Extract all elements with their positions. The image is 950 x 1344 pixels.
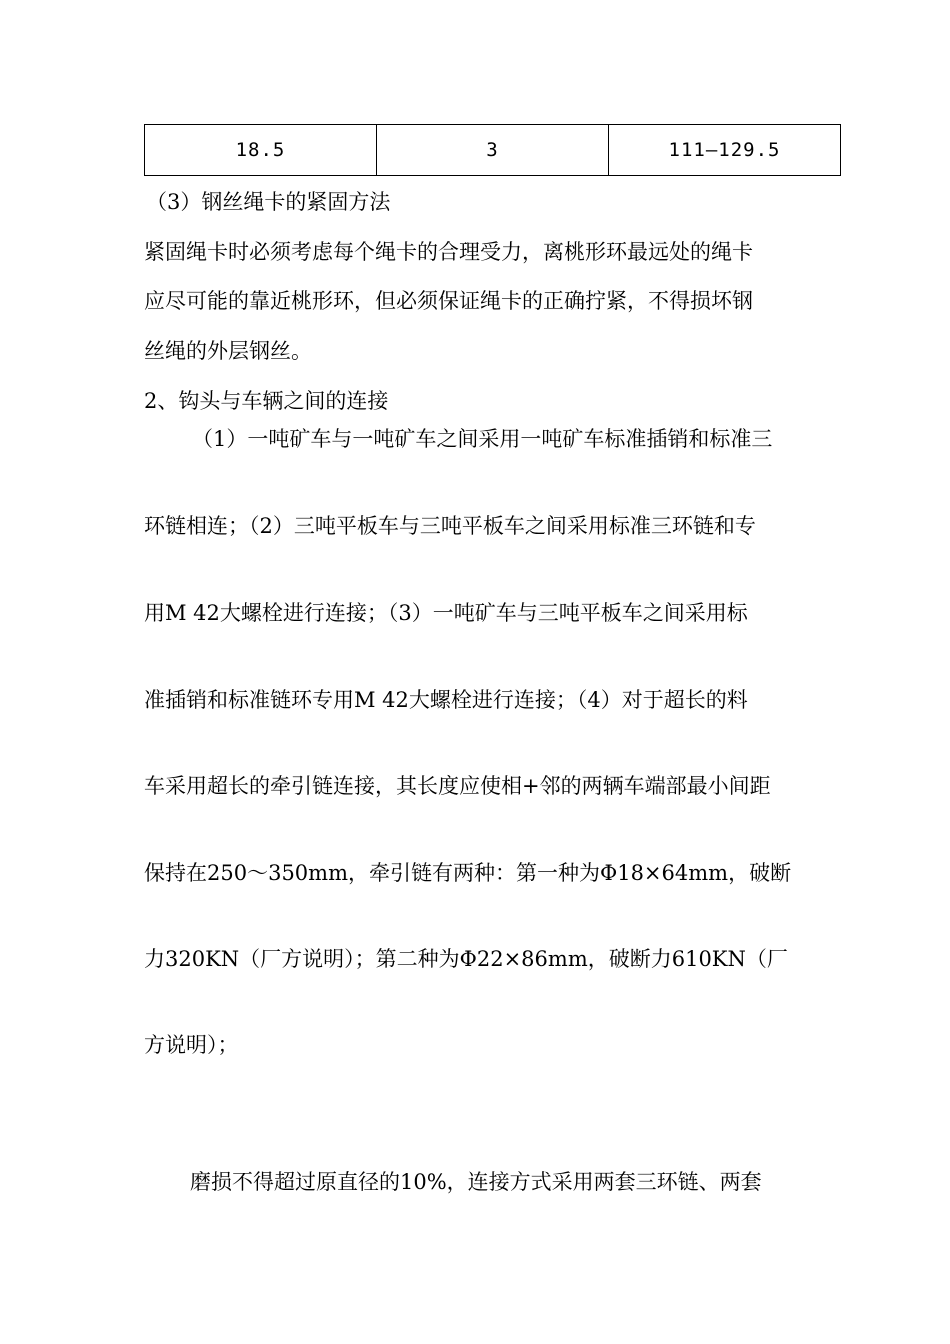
section-heading-clamp-method: （3）钢丝绳卡的紧固方法	[146, 190, 391, 214]
paragraph-line: 车采用超长的牵引链连接，其长度应使相+邻的两辆车端部最小间距	[144, 774, 771, 798]
paragraph-line: 丝绳的外层钢丝。	[144, 339, 312, 363]
paragraph-line: 保持在250～350mm，牵引链有两种：第一种为Φ18×64mm，破断	[144, 861, 792, 885]
paragraph-line: 应尽可能的靠近桃形环，但必须保证绳卡的正确拧紧，不得损坏钢	[144, 289, 753, 313]
paragraph-line: 环链相连；（2）三吨平板车与三吨平板车之间采用标准三环链和专	[144, 514, 756, 538]
section-heading-hook-connection: 2、钩头与车辆之间的连接	[144, 389, 389, 413]
table-cell-diameter: 18.5	[145, 125, 377, 176]
paragraph-line: 方说明）；	[144, 1033, 239, 1057]
paragraph-line: 力320KN（厂方说明）；第二种为Φ22×86mm，破断力610KN（厂	[144, 947, 788, 971]
paragraph-line: 紧固绳卡时必须考虑每个绳卡的合理受力，离桃形环最远处的绳卡	[144, 240, 753, 264]
table-row	[145, 125, 841, 176]
table-cell-count: 3	[377, 125, 609, 176]
paragraph-line: （1）一吨矿车与一吨矿车之间采用一吨矿车标准插销和标准三	[192, 427, 773, 451]
paragraph-line: 磨损不得超过原直径的10%，连接方式采用两套三环链、两套	[190, 1170, 762, 1194]
paragraph-line: 用M 42大螺栓进行连接；（3）一吨矿车与三吨平板车之间采用标	[144, 601, 748, 625]
paragraph-line: 准插销和标准链环专用M 42大螺栓进行连接；（4）对于超长的料	[144, 688, 748, 712]
table-cell-range: 111—129.5	[609, 125, 841, 176]
spec-table	[144, 124, 841, 176]
